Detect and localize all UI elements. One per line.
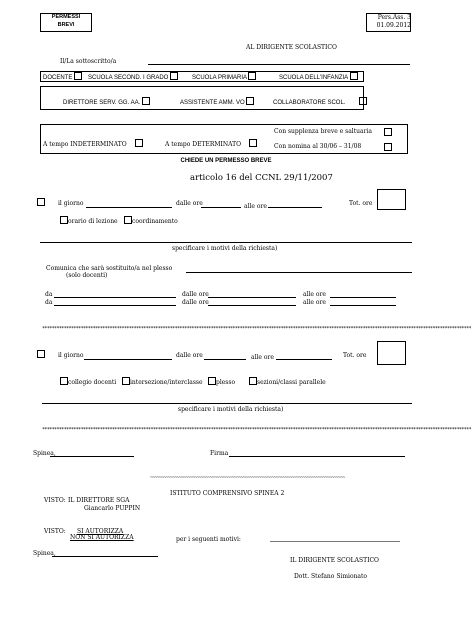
section1-from-label: dalle ore: [176, 200, 203, 207]
substitute-from-label-2: dalle ore: [182, 299, 209, 306]
office-visto-label: VISTO:: [44, 497, 66, 504]
substitute-to-field-1[interactable]: [330, 297, 396, 298]
section1-to-field[interactable]: [268, 207, 322, 208]
section1-lesson-checkbox[interactable]: [60, 216, 68, 224]
office-dirigente-title: IL DIRIGENTE SCOLASTICO: [290, 557, 379, 564]
signature-date-field[interactable]: [50, 456, 134, 457]
section1-reason-field[interactable]: [40, 242, 412, 243]
signer-label: Il/La sottoscritto/a: [60, 58, 117, 65]
office-institute: ISTITUTO COMPRENSIVO SPINEA 2: [170, 490, 285, 497]
office-visto2-label: VISTO:: [44, 528, 66, 535]
section2-collegio-label: collegio docenti: [68, 379, 117, 386]
role-dsga-checkbox[interactable]: [142, 97, 150, 105]
substitute-plesso-field[interactable]: [186, 272, 412, 273]
role-secondaria[interactable]: [88, 72, 178, 81]
role-primaria-label: SCUOLA PRIMARIA: [192, 75, 247, 81]
office-motivi-label: per i seguenti motivi:: [176, 536, 241, 543]
signature-field[interactable]: [229, 456, 405, 457]
role-assistente-label: ASSISTENTE AMM. VO: [180, 100, 245, 106]
section2-option-paralleli[interactable]: [249, 377, 326, 386]
section2-total-field[interactable]: [377, 341, 406, 365]
section1-coordination-checkbox[interactable]: [124, 216, 132, 224]
section2-from-field[interactable]: [204, 359, 246, 360]
substitute-da-field-2[interactable]: [54, 305, 176, 306]
contract-nomina-label: Con nomina al 30/06 – 31/08: [274, 143, 362, 150]
role-dsga-label: DIRETTORE SERV. GG. AA.: [63, 100, 141, 106]
substitute-from-field-1[interactable]: [208, 297, 296, 298]
contract-nomina-checkbox[interactable]: [384, 143, 392, 151]
contract-indeterminato-checkbox[interactable]: [135, 139, 143, 147]
contract-determinato-label: A tempo DETERMINATO: [165, 141, 242, 148]
section1-from-field[interactable]: [201, 207, 241, 208]
substitute-from-label-1: dalle ore: [182, 291, 209, 298]
form-title-line2: BREVI: [57, 22, 75, 28]
section1-total-label: Tot. ore: [349, 200, 373, 207]
role-collaboratore[interactable]: [273, 97, 367, 106]
section2-to-field[interactable]: [276, 359, 332, 360]
substitute-to-label-2: alle ore: [303, 299, 326, 306]
section2-total-label: Tot. ore: [343, 352, 367, 359]
role-docente-checkbox[interactable]: [74, 72, 82, 80]
request-article: articolo 16 del CCNL 29/11/2007: [190, 173, 333, 183]
contract-supplenza-label: Con supplenza breve e saltuaria: [274, 128, 372, 135]
office-separator: ~~~~~~~~~~~~~~~~~~~~~~~~~~~~~~~~~~~~~~~~~~~~~~~~~~~~~~~~~~~~~~~~~~~~~~~~~~~~~~~~~~~~~~~~: [150, 475, 345, 481]
section1-day-checkbox[interactable]: [37, 198, 45, 206]
signature-firma-label: Firma: [210, 450, 229, 457]
section-separator-1: **********************************************************************************************************************************************************************************: [42, 326, 471, 332]
substitute-da-label-2: da: [45, 299, 53, 306]
substitute-to-field-2[interactable]: [330, 305, 396, 306]
office-dirigente-name: Dott. Stefano Simionato: [294, 573, 368, 580]
section1-total-field[interactable]: [377, 189, 406, 210]
office-dsga-name: Giancarlo PUPPIN: [84, 505, 141, 512]
substitute-note: (solo docenti): [66, 272, 108, 279]
section2-option-plesso[interactable]: [208, 377, 235, 386]
form-reference-code: Pers.Ass. 3: [377, 14, 411, 21]
substitute-to-label-1: alle ore: [303, 291, 326, 298]
signature-place-label: Spinea,: [33, 450, 56, 457]
section2-plesso-checkbox[interactable]: [208, 377, 216, 385]
section2-interclasse-label: intersezione/interclasse: [130, 379, 203, 386]
office-motivi-field[interactable]: [270, 541, 400, 542]
section1-day-label: il giorno: [58, 200, 84, 207]
recipient-label: AL DIRIGENTE SCOLASTICO: [246, 44, 337, 51]
role-assistente-checkbox[interactable]: [246, 97, 254, 105]
substitute-da-label-1: da: [45, 291, 53, 298]
section2-from-label: dalle ore: [176, 352, 203, 359]
substitute-label: Comunica che sarà sostituito/a nel plesso: [46, 265, 173, 272]
section1-coordination-label: coordinamento: [132, 218, 178, 225]
office-place-label: Spinea,: [33, 550, 56, 557]
role-secondaria-label: SCUOLA SECOND. I GRADO: [88, 75, 169, 81]
role-docente-label: DOCENTE: [43, 75, 73, 81]
contract-determinato[interactable]: [165, 139, 257, 148]
section2-collegio-checkbox[interactable]: [60, 377, 68, 385]
form-reference-date: 01.09.2012: [376, 22, 411, 29]
section2-day-field[interactable]: [84, 359, 172, 360]
section2-reason-label: specificare i motivi della richiesta): [178, 406, 284, 413]
section-separator-2: **********************************************************************************************************************************************************************************: [42, 427, 471, 433]
role-infanzia-checkbox[interactable]: [350, 72, 358, 80]
section1-lesson-option[interactable]: [60, 216, 118, 225]
contract-indeterminato[interactable]: [43, 139, 143, 148]
office-si-autorizza[interactable]: SI AUTORIZZA: [77, 528, 124, 535]
section2-to-label: alle ore: [251, 354, 274, 361]
section2-option-interclasse[interactable]: [122, 377, 203, 386]
role-docente[interactable]: [43, 72, 82, 81]
section1-to-label: alle ore: [244, 203, 267, 210]
role-primaria[interactable]: [192, 72, 256, 81]
section2-interclasse-checkbox[interactable]: [122, 377, 130, 385]
signer-name-field[interactable]: [148, 64, 410, 65]
office-non-autorizza[interactable]: NON SI AUTORIZZA: [70, 534, 134, 541]
contract-indeterminato-label: A tempo INDETERMINATO: [43, 141, 127, 148]
request-heading: CHIEDE UN PERMESSO BREVE: [180, 158, 272, 164]
section2-day-label: il giorno: [58, 352, 84, 359]
substitute-from-field-2[interactable]: [208, 305, 296, 306]
substitute-da-field-1[interactable]: [54, 297, 176, 298]
section1-reason-label: specificare i motivi della richiesta): [172, 245, 278, 252]
role-secondaria-checkbox[interactable]: [170, 72, 178, 80]
section2-paralleli-label: sezioni/classi parallele: [257, 379, 326, 386]
section2-paralleli-checkbox[interactable]: [249, 377, 257, 385]
role-assistente[interactable]: [180, 97, 254, 106]
role-dsga[interactable]: [63, 97, 150, 106]
section2-plesso-label: plesso: [216, 379, 236, 386]
section2-option-collegio[interactable]: [60, 377, 116, 386]
contract-supplenza-checkbox[interactable]: [384, 128, 392, 136]
contract-determinato-checkbox[interactable]: [249, 139, 257, 147]
form-title-line1: PERMESSI: [51, 14, 81, 20]
section1-day-field[interactable]: [86, 207, 172, 208]
role-primaria-checkbox[interactable]: [248, 72, 256, 80]
role-infanzia-label: SCUOLA DELL'INFANZIA: [279, 75, 348, 81]
section1-lesson-label: orario di lezione: [68, 218, 118, 225]
role-collaboratore-checkbox[interactable]: [359, 97, 367, 105]
role-collaboratore-label: COLLABORATORE SCOL.: [273, 100, 346, 106]
section2-reason-field[interactable]: [42, 403, 412, 404]
office-date-field[interactable]: [52, 556, 158, 557]
section1-coordination-option[interactable]: [124, 216, 178, 225]
office-dsga-title: IL DIRETTORE SGA: [68, 497, 130, 504]
section2-day-checkbox[interactable]: [37, 350, 45, 358]
role-infanzia[interactable]: [279, 72, 358, 81]
